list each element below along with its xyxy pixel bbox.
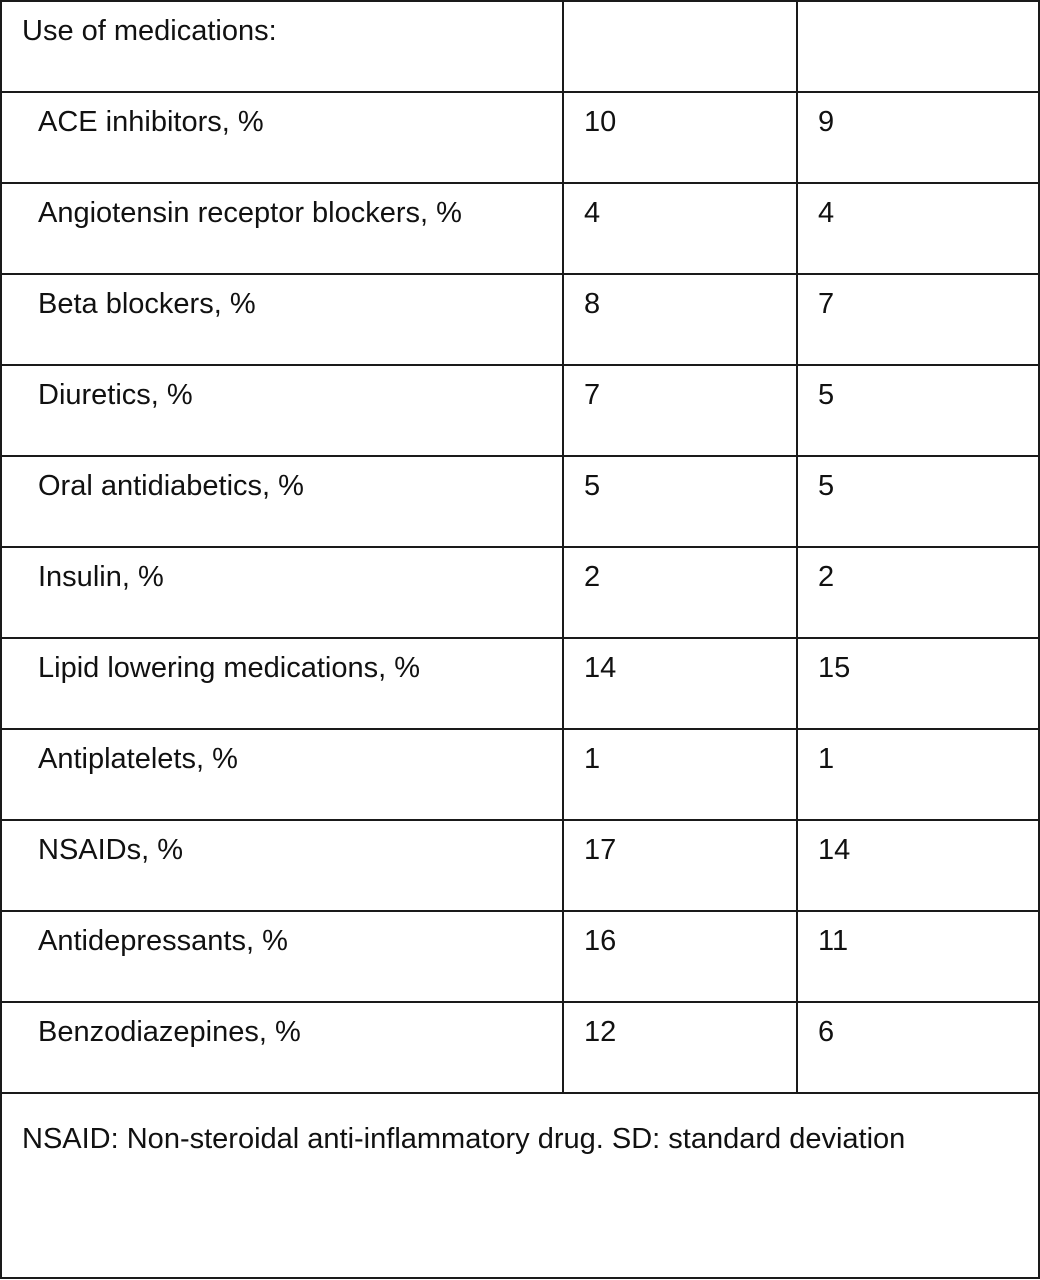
value-cell-b: 5: [797, 456, 1039, 547]
empty-header-cell-a: [563, 1, 797, 92]
row-label-cell: Antidepressants, %: [1, 911, 563, 1002]
value-cell-b: 15: [797, 638, 1039, 729]
value-cell-b: 1: [797, 729, 1039, 820]
value-cell-a: 10: [563, 92, 797, 183]
table-row: [1, 820, 1039, 911]
value-cell-b: 14: [797, 820, 1039, 911]
table-row: [1, 729, 1039, 820]
value-cell-a: 14: [563, 638, 797, 729]
value-cell-b: 6: [797, 1002, 1039, 1093]
table-row: [1, 183, 1039, 274]
row-label-cell: Angiotensin receptor blockers, %: [1, 183, 563, 274]
table-row: [1, 92, 1039, 183]
row-label-cell: Lipid lowering medications, %: [1, 638, 563, 729]
value-cell-b: 7: [797, 274, 1039, 365]
table-row: [1, 456, 1039, 547]
row-label-cell: Benzodiazepines, %: [1, 1002, 563, 1093]
table-row: [1, 365, 1039, 456]
value-cell-a: 16: [563, 911, 797, 1002]
table-footnote: NSAID: Non-steroidal anti-inflammatory drug. SD: standard deviation: [1, 1093, 1039, 1278]
value-cell-a: 17: [563, 820, 797, 911]
table-row: [1, 911, 1039, 1002]
table-row: [1, 547, 1039, 638]
row-label-cell: Diuretics, %: [1, 365, 563, 456]
row-label-cell: NSAIDs, %: [1, 820, 563, 911]
value-cell-a: 4: [563, 183, 797, 274]
row-label-cell: Beta blockers, %: [1, 274, 563, 365]
value-cell-a: 7: [563, 365, 797, 456]
value-cell-b: 9: [797, 92, 1039, 183]
value-cell-a: 12: [563, 1002, 797, 1093]
table-row: [1, 1002, 1039, 1093]
value-cell-a: 1: [563, 729, 797, 820]
value-cell-a: 2: [563, 547, 797, 638]
section-header-cell: Use of medications:: [1, 1, 563, 92]
table-row: [1, 638, 1039, 729]
value-cell-b: 5: [797, 365, 1039, 456]
section-header-row: [1, 1, 1039, 92]
table-row: [1, 274, 1039, 365]
value-cell-a: 8: [563, 274, 797, 365]
row-label-cell: ACE inhibitors, %: [1, 92, 563, 183]
value-cell-a: 5: [563, 456, 797, 547]
value-cell-b: 11: [797, 911, 1039, 1002]
footnote-row: [1, 1093, 1039, 1278]
row-label-cell: Insulin, %: [1, 547, 563, 638]
value-cell-b: 2: [797, 547, 1039, 638]
value-cell-b: 4: [797, 183, 1039, 274]
row-label-cell: Antiplatelets, %: [1, 729, 563, 820]
empty-header-cell-b: [797, 1, 1039, 92]
row-label-cell: Oral antidiabetics, %: [1, 456, 563, 547]
